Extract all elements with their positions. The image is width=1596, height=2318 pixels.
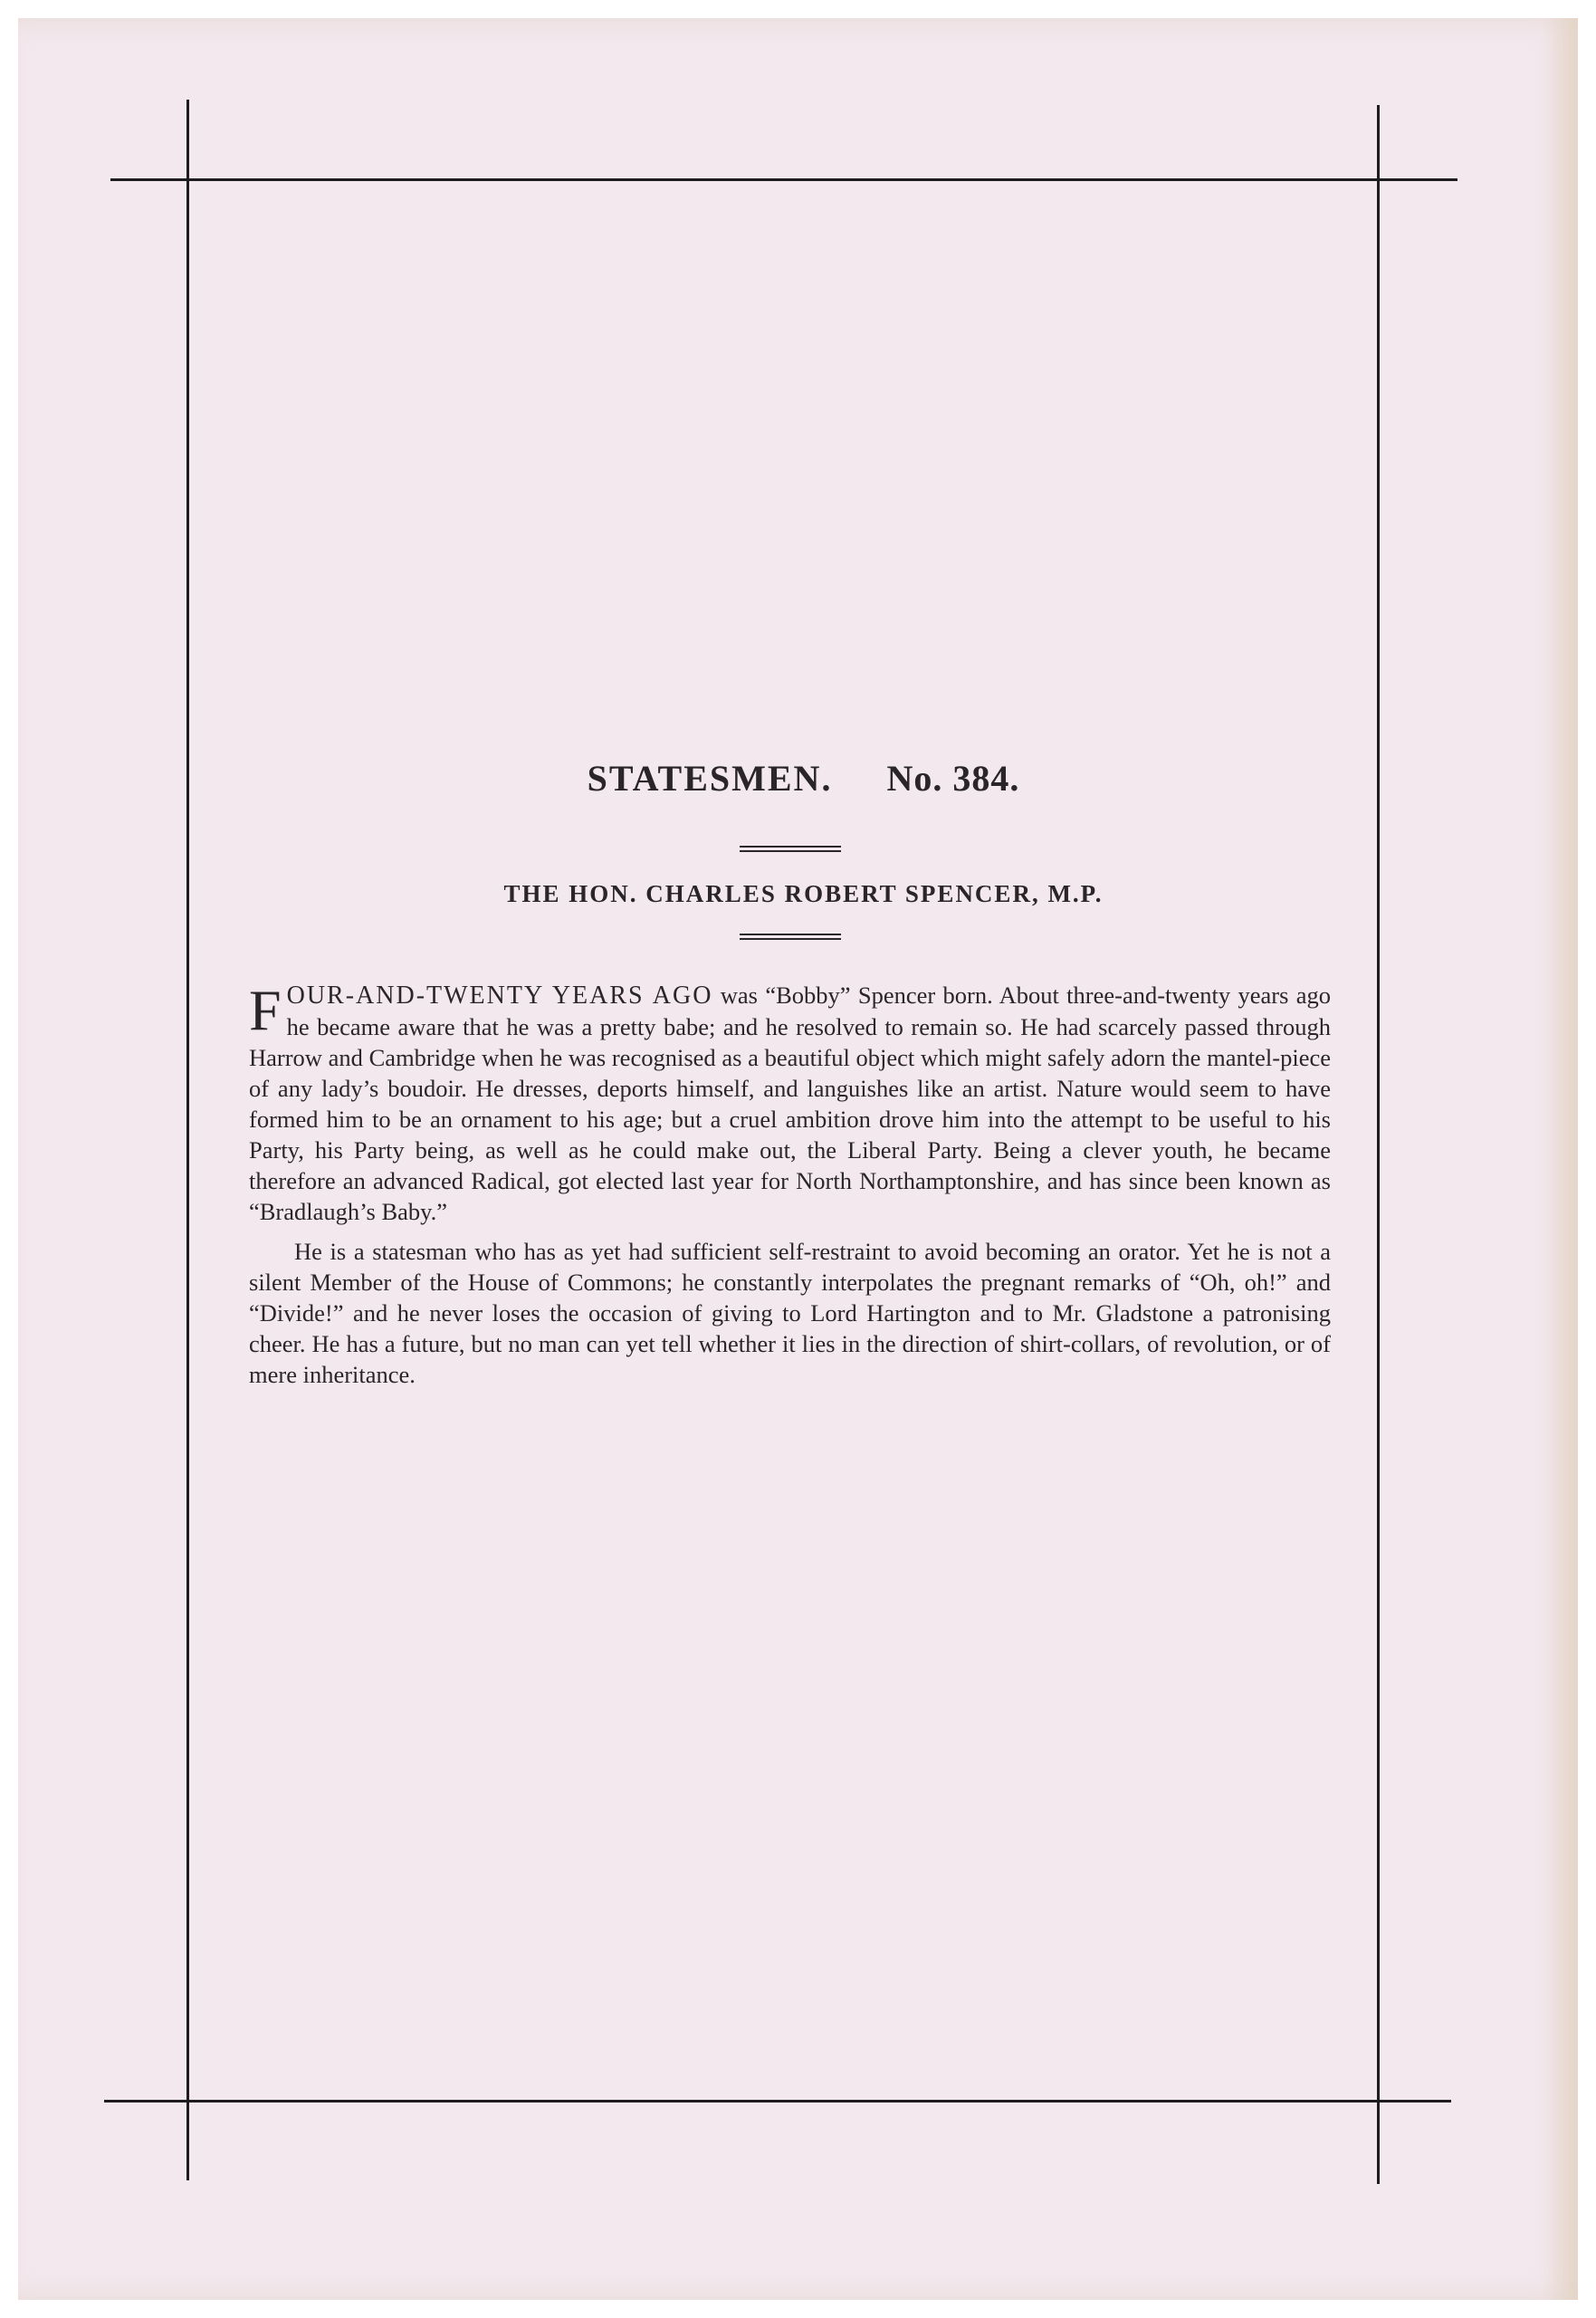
frame-rule-bottom	[104, 2100, 1451, 2102]
page-edge-shading	[1542, 18, 1578, 2300]
subject-title: THE HON. CHARLES ROBERT SPENCER, M.P.	[503, 880, 1104, 907]
paragraph-second: He is a statesman who has as yet had sufficient self-restraint to avoid becoming an orator. Yet he is not a silent Member of the House of Commons; he constantly interpolates the pregnant remarks of “Oh, oh!” and “Divide!” and he never loses the occasion of giving to Lord Hartington and to Mr. Gladstone a patronising cheer. He has a future, but no man can yet tell whether it lies in the direction of shirt-collars, of revolution, or of mere inheritance.	[249, 1238, 1331, 1388]
frame-rule-right	[1377, 105, 1380, 2184]
double-rule-divider	[740, 846, 841, 852]
drop-cap: F	[249, 978, 282, 1042]
series-number: No. 384.	[886, 758, 1020, 799]
opening-small-caps: OUR-AND-TWENTY YEARS AGO	[286, 982, 713, 1010]
article	[249, 752, 1331, 1390]
paragraph-first	[249, 980, 1331, 1227]
double-rule-divider	[740, 934, 841, 940]
frame-rule-top	[110, 178, 1457, 181]
paragraph-first-text: was “Bobby” Spencer born. About three-and-twenty years ago he became aware that he was a pretty babe; and he resolved to remain so. He had scarcely passed through Harrow and Cambridge when he was recognised as a beautiful object which might safely adorn the mantel-piece of any lady’s boudoir. He dresses, deports himself, and languishes like an artist. Nature would seem to have formed him to be an ornament to his age; but a cruel ambition drove him into the attempt to be useful to his Party, his Party being, as well as he could make out, the Liberal Party. Being a clever youth, he became therefore an advanced Radical, got elected last year for North Northamptonshire, and has since been known as “Bradlaugh’s Baby.”	[249, 982, 1331, 1225]
article-heading	[276, 752, 1331, 806]
frame-rule-left	[186, 100, 189, 2180]
page	[18, 18, 1578, 2300]
series-title: STATESMEN.	[587, 758, 833, 799]
